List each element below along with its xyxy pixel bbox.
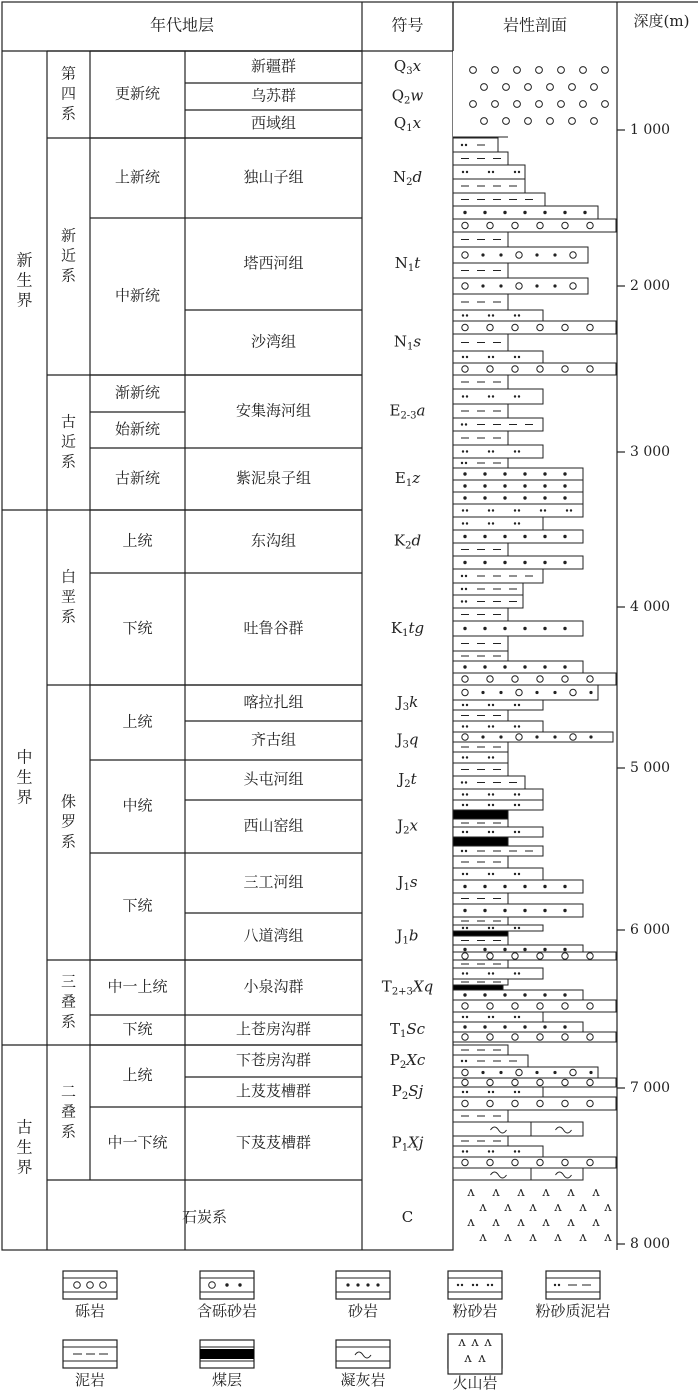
mudstone-layer: [453, 543, 508, 556]
siltstone-layer: [453, 310, 543, 321]
pebbly-sandstone-layer: [453, 732, 613, 742]
formation-name: 西域组: [250, 114, 297, 132]
formation-name: 三工河组: [243, 873, 304, 891]
mudstone-layer: [453, 960, 508, 968]
formation-symbol: $N_1s$: [393, 332, 422, 352]
mudstone-layer: [453, 404, 508, 418]
pebbly-sandstone-layer: [453, 685, 598, 700]
formation-symbol: $J_1s$: [397, 873, 418, 893]
volcanic-symbol: ʌ: [592, 1215, 600, 1230]
formation-name: 西山窑组: [243, 816, 304, 835]
system-name: 白垩系: [60, 567, 77, 626]
formation-name: 东沟组: [250, 531, 297, 550]
mudstone-layer: [453, 979, 508, 985]
volcanic-symbol: ʌ: [554, 1230, 562, 1245]
series-name: 古新统: [114, 469, 161, 487]
sandstone-layer: [453, 556, 583, 569]
legend-item: [63, 1271, 117, 1320]
carboniferous-symbol: C: [401, 1208, 414, 1226]
siltstone-layer: [453, 800, 543, 810]
siltstone-layer: [453, 968, 543, 979]
legend-label: 砾岩: [74, 1302, 106, 1320]
era-name: 中生界: [16, 747, 33, 806]
formation-symbol: $J_1b$: [396, 926, 419, 946]
coal-layer: [453, 837, 508, 846]
conglomerate-layer: [453, 1032, 616, 1042]
formation-symbol: $Q_3x$: [393, 57, 422, 77]
formation-symbol: $J_3q$: [396, 730, 419, 750]
coal-layer: [453, 985, 503, 990]
volcanic-symbol: ʌ: [517, 1185, 525, 1200]
mudstone-layer: [453, 856, 508, 868]
volcanic-symbol: ʌ: [529, 1200, 537, 1215]
mudstone-layer: [453, 152, 508, 165]
depth-tick-label: 6 000: [630, 922, 671, 938]
legend-label: 砂岩: [347, 1302, 379, 1320]
mudstone-layer: [453, 179, 525, 193]
pebbly-sandstone-layer: [453, 278, 588, 294]
coal-layer: [453, 810, 508, 819]
volcanic-symbol: ʌ: [542, 1215, 550, 1230]
depth-tick-label: 2 000: [630, 278, 671, 294]
mudstone-layer: [453, 742, 508, 752]
legend-item: [448, 1271, 502, 1320]
depth-tick-label: 7 000: [630, 1080, 671, 1096]
sandstone-layer: [453, 990, 583, 1000]
legend-label: 含砾砂岩: [196, 1302, 258, 1320]
silty-mudstone-layer: [453, 595, 523, 608]
header-depth: 深度(m): [633, 12, 690, 30]
sandstone-layer: [453, 468, 583, 480]
system-name: 侏罗系: [60, 792, 77, 851]
silty-mudstone-layer: [453, 418, 543, 431]
volcanic-symbol: ʌ: [484, 1335, 492, 1350]
siltstone-layer: [453, 700, 543, 710]
depth-axis: [617, 2, 670, 1252]
siltstone-layer: [453, 517, 543, 530]
legend-label: 泥岩: [74, 1371, 106, 1389]
volcanic-symbol: ʌ: [604, 1200, 612, 1215]
series-name: 下统: [122, 619, 153, 637]
siltstone-layer: [453, 351, 543, 363]
volcanic-symbol: ʌ: [567, 1185, 575, 1200]
volcanic-symbol: ʌ: [567, 1215, 575, 1230]
formation-name: 小泉沟群: [243, 977, 304, 996]
tuff-layer: [453, 1122, 583, 1136]
series-name: 中统: [122, 796, 153, 815]
legend-label: 粉砂岩: [452, 1302, 498, 1320]
volcanic-symbol: ʌ: [458, 1335, 466, 1350]
volcanic-symbol: ʌ: [554, 1200, 562, 1215]
volcanic-symbol: ʌ: [604, 1230, 612, 1245]
formation-name: 新疆群: [250, 57, 297, 75]
lithology-column: [453, 51, 616, 1245]
series-name: 下统: [122, 896, 153, 915]
coal-layer: [453, 931, 508, 936]
siltstone-layer: [453, 827, 543, 837]
legend-label: 煤层: [211, 1371, 243, 1389]
formation-name: 下苍房沟群: [235, 1051, 312, 1069]
series-name: 上统: [122, 712, 153, 731]
siltstone-layer: [453, 1012, 543, 1022]
depth-tick-label: 5 000: [630, 760, 671, 776]
formation-symbol: $E_{2-3}a$: [389, 401, 426, 421]
silty-mudstone-layer: [453, 458, 508, 468]
formation-symbol: $N_1t$: [394, 254, 421, 274]
header-symbol: 符号: [391, 15, 424, 35]
legend-label: 凝灰岩: [340, 1371, 386, 1389]
header-lithology: 岩性剖面: [502, 15, 568, 35]
pebbly-sandstone-layer: [453, 247, 588, 263]
formation-name: 八道湾组: [243, 926, 304, 945]
depth-tick-label: 1 000: [630, 122, 671, 138]
siltstone-layer: [453, 165, 525, 179]
formation-symbol: $K_2d$: [393, 531, 422, 551]
mudstone-layer: [453, 917, 508, 925]
formation-symbol: $J_3k$: [396, 693, 419, 713]
legend-item: [63, 1340, 117, 1389]
formation-symbol: $J_2x$: [397, 816, 418, 836]
volcanic-symbol: ʌ: [471, 1335, 479, 1350]
volcanic-symbol: ʌ: [592, 1185, 600, 1200]
mudstone-layer: [453, 819, 508, 827]
mudstone-layer: [453, 334, 508, 351]
formation-symbol: $T_{2+3}Xq$: [381, 977, 434, 997]
formation-name: 乌苏群: [250, 86, 297, 105]
siltstone-layer: [453, 721, 543, 732]
mudstone-layer: [453, 710, 508, 721]
volcanic-symbol: ʌ: [492, 1215, 500, 1230]
legend-item: [336, 1340, 390, 1389]
formation-symbol: $Q_1x$: [393, 114, 422, 134]
series-name: 渐新统: [114, 383, 161, 402]
mudstone-layer: [453, 193, 545, 206]
formation-name: 喀拉扎组: [243, 693, 304, 711]
mudstone-layer: [453, 294, 508, 310]
formation-symbol: $Q_2w$: [391, 86, 424, 106]
mudstone-layer: [453, 1045, 508, 1055]
legend-label: 火山岩: [452, 1374, 498, 1392]
mudstone-layer: [453, 608, 508, 621]
series-name: 上新统: [114, 168, 161, 186]
formation-name: 安集海河组: [235, 401, 312, 420]
formation-name: 紫泥泉子组: [235, 469, 312, 487]
mudstone-layer: [453, 763, 508, 776]
conglomerate-layer: [453, 363, 616, 375]
series-name: 中一上统: [107, 977, 168, 996]
legend: [63, 1271, 611, 1392]
legend-item: [336, 1271, 390, 1320]
siltstone-layer: [453, 752, 508, 763]
era-name: 新生界: [16, 250, 33, 309]
sandstone-layer: [453, 661, 583, 673]
siltstone-layer: [453, 789, 543, 800]
conglomerate-layer: [453, 1000, 616, 1012]
depth-tick-label: 8 000: [630, 1236, 671, 1252]
formation-name: 下芨芨槽群: [235, 1133, 312, 1152]
sandstone-layer: [453, 621, 583, 636]
depth-tick-label: 3 000: [630, 444, 671, 460]
volcanic-symbol: ʌ: [478, 1351, 486, 1366]
formation-symbol: $P_2Xc$: [389, 1051, 426, 1071]
siltstone-layer: [453, 868, 543, 880]
formation-symbol: $J_2t$: [398, 770, 417, 790]
volcanic-symbol: ʌ: [517, 1215, 525, 1230]
volcanic-symbol: ʌ: [467, 1185, 475, 1200]
series-name: 中一下统: [107, 1133, 168, 1152]
formation-symbol: $P_2Sj$: [391, 1082, 424, 1102]
siltstone-layer: [453, 1087, 543, 1097]
volcanic-symbol: ʌ: [479, 1230, 487, 1245]
silty-mudstone-layer: [453, 138, 498, 152]
system-name: 三叠系: [60, 972, 77, 1031]
volcanic-symbol: ʌ: [579, 1200, 587, 1215]
series-name: 中新统: [114, 286, 161, 305]
silty-mudstone-layer: [453, 583, 523, 595]
silty-mudstone-layer: [453, 569, 543, 583]
volcanic-symbol: ʌ: [492, 1185, 500, 1200]
era-name: 古生界: [16, 1117, 33, 1176]
mudstone-layer: [453, 936, 508, 945]
sandstone-layer: [453, 206, 598, 219]
formation-name: 上苍房沟群: [235, 1020, 312, 1038]
series-name: 更新统: [114, 84, 161, 103]
mudstone-layer: [453, 431, 508, 445]
conglomerate-layer: [453, 1157, 616, 1168]
sandstone-layer: [453, 530, 583, 543]
conglomerate-block: [453, 51, 616, 137]
series-name: 始新统: [114, 420, 161, 438]
mudstone-layer: [453, 893, 508, 904]
system-name: 二叠系: [60, 1082, 77, 1141]
mudstone-layer: [453, 636, 508, 651]
siltstone-layer: [453, 925, 543, 931]
formation-name: 头屯河组: [243, 770, 304, 788]
conglomerate-layer: [453, 321, 616, 334]
conglomerate-layer: [453, 673, 616, 685]
volcanic-block: [466, 1185, 612, 1245]
volcanic-symbol: ʌ: [467, 1215, 475, 1230]
sandstone-layer: [453, 880, 583, 893]
mudstone-layer: [453, 1136, 508, 1146]
legend-item: [448, 1334, 502, 1392]
series-name: 上统: [122, 1066, 153, 1084]
table-grid: [2, 2, 698, 1250]
legend-label: 粉砂质泥岩: [535, 1302, 611, 1320]
volcanic-symbol: ʌ: [529, 1230, 537, 1245]
formation-symbol: $E_1z$: [394, 469, 421, 489]
silty-mudstone-layer: [453, 776, 525, 789]
formation-symbol: $K_1tg$: [390, 619, 425, 639]
depth-tick-label: 4 000: [630, 599, 671, 615]
formation-name: 上芨芨槽群: [235, 1082, 312, 1100]
header-strata: 年代地层: [149, 15, 215, 35]
sandstone-layer: [453, 1022, 583, 1032]
mudstone-layer: [453, 232, 508, 247]
siltstone-layer: [453, 389, 543, 404]
carboniferous-name: 石炭系: [181, 1208, 228, 1226]
series-name: 上统: [122, 531, 153, 550]
mudstone-layer: [453, 375, 508, 389]
tuff-layer: [453, 1168, 583, 1180]
formation-name: 齐古组: [250, 730, 297, 749]
mudstone-layer: [453, 263, 508, 278]
system-name: 第四系: [60, 64, 77, 123]
siltstone-layer: [453, 445, 543, 458]
volcanic-symbol: ʌ: [479, 1200, 487, 1215]
formation-name: 沙湾组: [250, 332, 297, 351]
system-name: 古近系: [60, 412, 77, 471]
mudstone-layer: [453, 1110, 508, 1122]
legend-item: [200, 1340, 254, 1389]
legend-item: [197, 1271, 257, 1320]
sandstone-layer: [453, 480, 583, 492]
formation-symbol: $P_1Xj$: [391, 1133, 424, 1153]
siltstone-layer: [453, 1146, 543, 1157]
volcanic-symbol: ʌ: [504, 1200, 512, 1215]
mudstone-layer: [453, 651, 508, 661]
system-name: 新近系: [60, 226, 77, 285]
volcanic-symbol: ʌ: [579, 1230, 587, 1245]
conglomerate-layer: [453, 1078, 616, 1087]
formation-name: 塔西河组: [243, 254, 304, 272]
conglomerate-layer: [453, 1097, 616, 1110]
table-frame: [2, 2, 453, 1250]
series-name: 下统: [122, 1020, 153, 1038]
volcanic-symbol: ʌ: [504, 1230, 512, 1245]
silty-mudstone-layer: [453, 846, 543, 856]
table-text: [16, 12, 689, 1226]
formation-name: 独山子组: [243, 168, 304, 186]
formation-symbol: $T_1Sc$: [389, 1020, 426, 1040]
conglomerate-layer: [453, 219, 616, 232]
volcanic-symbol: ʌ: [542, 1185, 550, 1200]
siltstone-layer: [453, 504, 583, 517]
conglomerate-layer: [453, 952, 616, 960]
formation-symbol: $N_2d$: [392, 168, 423, 188]
pebbly-sandstone-layer: [453, 1067, 598, 1078]
sandstone-layer: [453, 492, 583, 504]
legend-item: [535, 1271, 610, 1320]
sandstone-layer: [453, 904, 583, 917]
volcanic-symbol: ʌ: [464, 1351, 472, 1366]
formation-name: 吐鲁谷群: [243, 619, 304, 637]
silty-mudstone-layer: [453, 1055, 528, 1067]
